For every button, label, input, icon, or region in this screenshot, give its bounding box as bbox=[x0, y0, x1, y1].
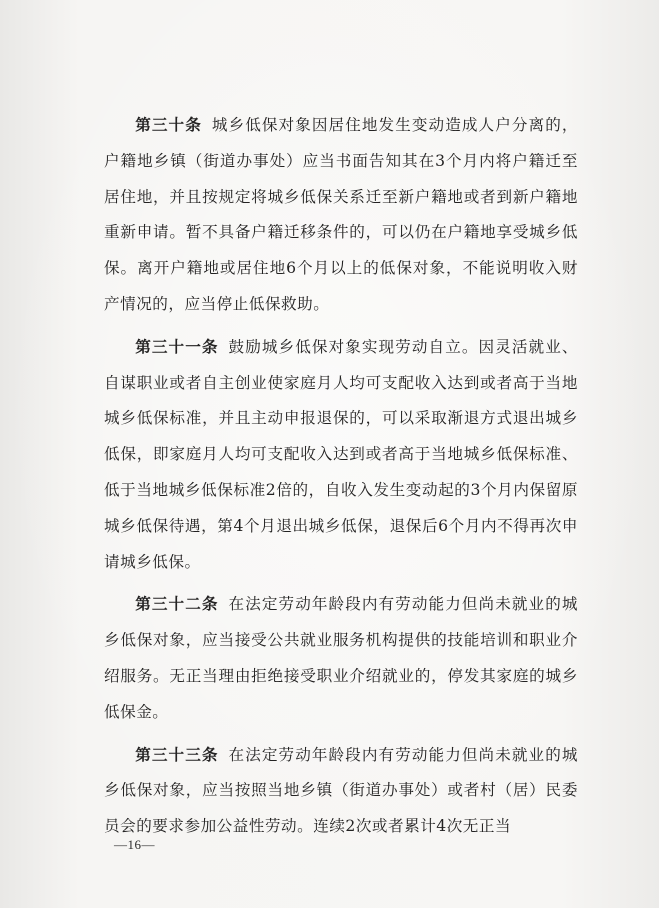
article-title: 第三十三条 bbox=[135, 745, 219, 764]
article-33 bbox=[104, 738, 578, 845]
article-31 bbox=[104, 330, 578, 581]
article-32 bbox=[104, 587, 578, 730]
article-text: 在法定劳动年龄段内有劳动能力但尚未就业的城乡低保对象，应当接受公共就业服务机构提供的技能培训和职业介绍服务。无正当理由拒绝接受职业介绍就业的，停发其家庭的城乡低保金。 bbox=[104, 595, 578, 721]
article-text: 鼓励城乡低保对象实现劳动自立。因灵活就业、自谋职业或者自主创业使家庭月人均可支配收入达到或者高于当地城乡低保标准，并且主动申报退保的，可以采取渐退方式退出城乡低保，即家庭月人均可支配收入达到或者高于当地城乡低保标准、低于当地城乡低保标准2倍的，自收入发生变动起的3个月内保留原城乡低保待遇，第4个月退出城乡低保，退保后6个月内不得再次申请城乡低保。 bbox=[104, 337, 578, 571]
page-number: —16— bbox=[114, 837, 155, 852]
article-text: 城乡低保对象因居住地发生变动造成人户分离的，户籍地乡镇（街道办事处）应当书面告知其在3个月内将户籍迁至居住地，并且按规定将城乡低保关系迁至新户籍地或者到新户籍地重新申请。暂不具备户籍迁移条件的，可以仍在户籍地享受城乡低保。离开户籍地或居住地6个月以上的低保对象，不能说明收入财产情况的，应当停止低保救助。 bbox=[104, 116, 578, 313]
article-title: 第三十二条 bbox=[135, 595, 219, 614]
article-text: 在法定劳动年龄段内有劳动能力但尚未就业的城乡低保对象，应当按照当地乡镇（街道办事处）或者村（居）民委员会的要求参加公益性劳动。连续2次或者累计4次无正当 bbox=[104, 745, 578, 836]
document-body bbox=[104, 108, 578, 852]
article-30 bbox=[104, 108, 578, 323]
article-title: 第三十条 bbox=[135, 116, 202, 134]
article-title: 第三十一条 bbox=[135, 337, 219, 356]
